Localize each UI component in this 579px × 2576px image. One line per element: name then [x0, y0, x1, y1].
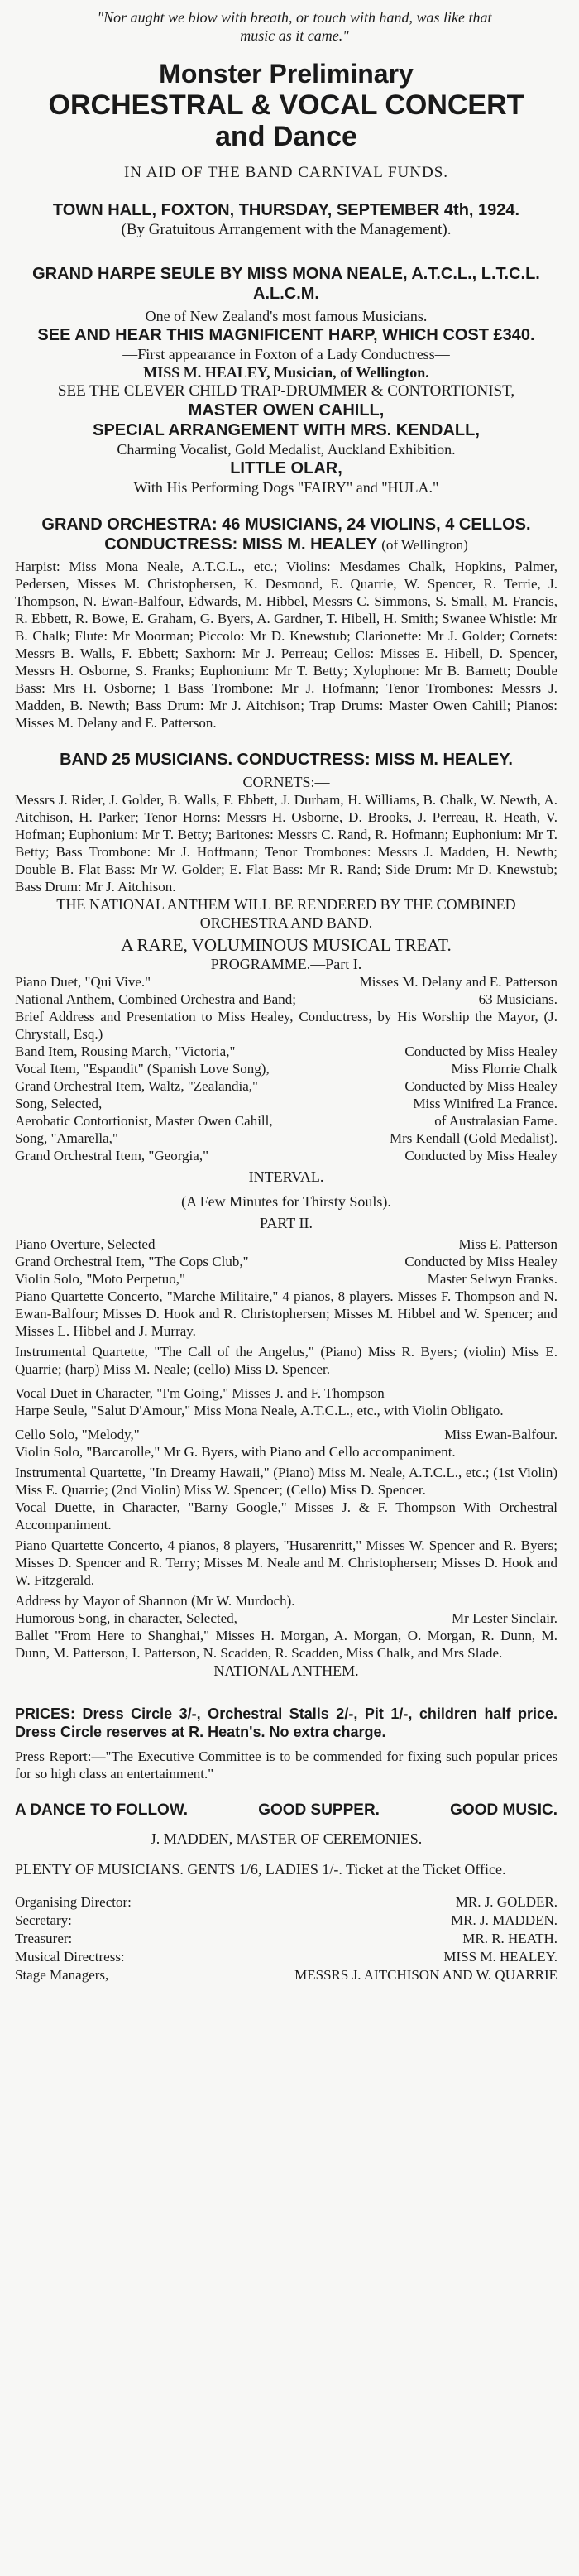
part1b-performer: Conducted by Miss Healey [404, 1043, 557, 1059]
officer-name: MR. J. GOLDER. [455, 1893, 557, 1910]
part1b-row [15, 1147, 557, 1164]
orchestra-conductress: CONDUCTRESS: MISS M. HEALEY [104, 535, 378, 554]
programme-part1-list [15, 973, 557, 1008]
part1b-item: Grand Orchestral Item, "Georgia," [15, 1147, 209, 1163]
address-mayor: Address by Mayor of Shannon (Mr W. Murdoch). [15, 1592, 295, 1609]
orchestra-heading: GRAND ORCHESTRA: 46 MUSICIANS, 24 VIOLINS, 4 CELLOS. [41, 515, 531, 534]
part1b-performer: Conducted by Miss Healey [404, 1077, 557, 1094]
dogs-note: With His Performing Dogs "FAIRY" and "HULA." [133, 478, 439, 496]
venue-line: TOWN HALL, FOXTON, THURSDAY, SEPTEMBER 4th, 1924. [52, 200, 520, 219]
ballet: Ballet "From Here to Shanghai," Misses H. Morgan, A. Morgan, O. Morgan, R. Dunn, M. Dunn, M. Patterson, I. Patterson, N. Scadden, R. Scadden, Miss Chalk, and Mrs Slade. [15, 1627, 557, 1661]
instrumental-quartette-1: Instrumental Quartette, "The Call of the Angelus," (Piano) Miss R. Byers; (violin) Miss E. Quarrie; (harp) Miss M. Neale; (cello) Miss D. Spencer. [15, 1343, 557, 1377]
good-music: GOOD MUSIC. [450, 1801, 557, 1819]
cornets-label: CORNETS:— [242, 773, 330, 790]
officer-row [15, 1912, 557, 1930]
title-line-2: ORCHESTRAL & VOCAL CONCERT [48, 89, 524, 121]
orchestra-conductress-note: (of Wellington) [381, 536, 468, 553]
part2-row [15, 1235, 557, 1253]
officer-row [15, 1948, 557, 1966]
officer-role: Secretary: [15, 1912, 72, 1928]
first-appearance: —First appearance in Foxton of a Lady Conductress— [122, 345, 450, 362]
officer-role: Stage Managers, [15, 1966, 109, 1983]
part1b-item: Grand Orchestral Item, Waltz, "Zealandia," [15, 1077, 258, 1094]
part1b-performer: Miss Florrie Chalk [451, 1060, 557, 1077]
cello-solo-performer: Miss Ewan-Balfour. [444, 1426, 557, 1442]
band-heading: BAND 25 MUSICIANS. CONDUCTRESS: MISS M. HEALEY. [60, 750, 513, 769]
officer-row [15, 1930, 557, 1948]
dance-line [15, 1801, 557, 1820]
kendall-note: Charming Vocalist, Gold Medalist, Auckland Exhibition. [117, 440, 456, 458]
officer-row [15, 1966, 557, 1984]
part1b-item: Song, "Amarella," [15, 1130, 118, 1146]
officer-role: Musical Directress: [15, 1948, 125, 1964]
epigraph: "Nor aught we blow with breath, or touch with hand, was like that music as it came." [97, 9, 492, 44]
prices: PRICES: Dress Circle 3/-, Orchestral Stalls 2/-, Pit 1/-, children half price. Dress Circle reserves at R. Heatn's. No extra charge. [15, 1705, 557, 1740]
harpe-note: One of New Zealand's most famous Musicians. [145, 307, 428, 324]
band-members: Messrs J. Rider, J. Golder, B. Walls, F. Ebbett, J. Durham, H. Williams, B. Chalk, W. Newth, A. Aitchison, H. Parker; Tenor Horns: Messrs H. Osborne, D. Brooks, J. Perreau, R. Heath, V. Hofman; Euphonium: Mr T. Betty; Baritones: Messrs C. Rand, R. Hofmann; Euphonium: Mr T. Betty; Bass Trombone: Mr J. Hoffmann; Tenor Trombones: Messrs J. Madden, H. Newth; Double B. Flat Bass: Mr W. Golder; E. Flat Bass: Mr R. Rand; Side Drum: Mr D. Knewstub; Bass Drum: Mr J. Aitchison. [15, 791, 557, 895]
special-arrangement: SPECIAL ARRANGEMENT WITH MRS. KENDALL, [93, 420, 480, 439]
harpe-heading: GRAND HARPE SEULE BY MISS MONA NEALE, A.T.C.L., L.T.C.L. A.L.C.M. [32, 264, 540, 303]
harpe-seule: Harpe Seule, "Salut D'Amour," Miss Mona Neale, A.T.C.L., etc., with Violin Obligato. [15, 1402, 504, 1418]
part1-item: Piano Duet, "Qui Vive." [15, 973, 151, 990]
part1-item: National Anthem, Combined Orchestra and Band; [15, 991, 296, 1007]
part1-performer: Misses M. Delany and E. Patterson [359, 973, 557, 990]
interval-note: (A Few Minutes for Thirsty Souls). [181, 1192, 391, 1210]
rare-treat: A RARE, VOLUMINOUS MUSICAL TREAT. [121, 934, 452, 955]
part2-performer: Conducted by Miss Healey [404, 1253, 557, 1269]
officer-row [15, 1893, 557, 1912]
orchestra-members: Harpist: Miss Mona Neale, A.T.C.L., etc.; Violins: Mesdames Chalk, Hopkins, Palmer, Pedersen, Misses M. Christophersen, K. Desmond, E. Quarrie, W. Spencer, R. Terrie, J. Thompson, N. Ewan-Balfour, Edwards, M. Hibbel, Messrs C. Simmons, S. Small, M. Francis, R. Ebbett, R. Bowe, E. Graham, G. Byers, A. Gardner, T. Hibell, H. Smith; Swanee Whistle: Mr B. Chalk; Flute: Mr Moorman; Piccolo: Mr D. Knewstub; Clarionette: Mr J. Golder; Cornets: Messrs B. Walls, F. Ebbett; Saxhorn: Mr J. Perreau; Cellos: Misses E. Hibell, D. Spencer, Messrs H. Osborne, S. Franks; Euphonium: Mr T. Betty; Xylophone: Mr B. Barnett; Double Bass: Mrs H. Osborne; 1 Bass Trombone: Mr J. Hofmann; Tenor Trombones: Messrs J. Madden, B. Newth; Bass Drum: Mr J. Aitchison; Trap Drums: Master Owen Cahill; Pianos: Misses M. Delany and E. Patterson. [15, 558, 557, 731]
master-ceremonies: J. MADDEN, MASTER OF CEREMONIES. [150, 1830, 423, 1847]
part1b-item: Band Item, Rousing March, "Victoria," [15, 1043, 236, 1059]
in-aid-line: IN AID OF THE BAND CARNIVAL FUNDS. [123, 163, 449, 181]
vocal-duette: Vocal Duette, in Character, "Barny Google," Misses J. & F. Thompson With Orchestral Accompaniment. [15, 1499, 557, 1533]
officer-name: MESSRS J. AITCHISON AND W. QUARRIE [294, 1966, 557, 1983]
part2-item: Grand Orchestral Item, "The Cops Club," [15, 1253, 249, 1269]
officer-name: MR. R. HEATH. [462, 1930, 557, 1946]
national-anthem: NATIONAL ANTHEM. [213, 1662, 359, 1679]
part1b-row [15, 1130, 557, 1147]
good-supper: GOOD SUPPER. [258, 1801, 380, 1819]
part1b-row [15, 1077, 557, 1095]
venue-note: (By Gratuitous Arrangement with the Management). [121, 220, 452, 238]
piano-quartette-2: Piano Quartette Concerto, 4 pianos, 8 players, "Husarenritt," Misses W. Spencer and R. Byers; Misses D. Spencer and R. Terry; Misses M. Neale and M. Christophersen; Misses D. Hook and W. Fitzgerald. [15, 1537, 557, 1588]
part1-row [15, 991, 557, 1008]
part2-label: PART II. [260, 1214, 313, 1231]
humorous-song-performer: Mr Lester Sinclair. [452, 1609, 557, 1626]
officer-role: Organising Director: [15, 1893, 132, 1910]
piano-quartette-1: Piano Quartette Concerto, "Marche Militaire," 4 pianos, 8 players. Misses F. Thompson and N. Ewan-Balfour; Misses D. Hook and R. Christophersen; Misses M. Hibbel and W. Spencer; and Misses L. Hibbel and J. Murray. [15, 1288, 557, 1339]
part1b-performer: of Australasian Fame. [434, 1112, 557, 1129]
part1b-row [15, 1112, 557, 1130]
vocal-duet: Vocal Duet in Character, "I'm Going," Misses J. and F. Thompson [15, 1384, 385, 1401]
part2-row [15, 1270, 557, 1288]
harp-heading: SEE AND HEAR THIS MAGNIFICENT HARP, WHICH COST £340. [37, 325, 535, 344]
programme-part2-list [15, 1235, 557, 1288]
dance-follow: A DANCE TO FOLLOW. [15, 1801, 188, 1819]
instrumental-quartette-2: Instrumental Quartette, "In Dreamy Hawaii," (Piano) Miss M. Neale, A.T.C.L., etc.; (1st Violin) Miss E. Quarrie; (2nd Violin) Miss W. Spencer; (Cello) Miss D. Spencer. [15, 1464, 557, 1498]
programme-part1: PROGRAMME.—Part I. [210, 955, 362, 972]
owen-cahill: MASTER OWEN CAHILL, [188, 401, 385, 420]
part1b-row [15, 1095, 557, 1112]
part1b-item: Song, Selected, [15, 1095, 103, 1111]
healey-line: MISS M. HEALEY, Musician, of Wellington. [143, 363, 429, 381]
humorous-song [15, 1609, 557, 1627]
programme-part1b-list [15, 1043, 557, 1164]
part1-performer: 63 Musicians. [478, 991, 557, 1007]
part2-performer: Miss E. Patterson [458, 1235, 557, 1252]
little-olar: LITTLE OLAR, [230, 458, 342, 477]
part1b-row [15, 1060, 557, 1077]
part1b-row [15, 1043, 557, 1060]
interval: INTERVAL. [248, 1168, 324, 1185]
part2-row [15, 1253, 557, 1270]
anthem-line: THE NATIONAL ANTHEM WILL BE RENDERED BY THE COMBINED ORCHESTRA AND BAND. [56, 895, 516, 931]
humorous-song-title: Humorous Song, in character, Selected, [15, 1609, 237, 1626]
officer-name: MISS M. HEALEY. [443, 1948, 557, 1964]
part1b-performer: Conducted by Miss Healey [404, 1147, 557, 1163]
part1-row [15, 973, 557, 991]
address-presentation: Brief Address and Presentation to Miss Healey, Conductress, by His Worship the Mayor, (J. Chrystall, Esq.) [15, 1008, 557, 1042]
officers-list [15, 1893, 557, 1984]
cello-solo [15, 1426, 557, 1443]
violin-solo: Violin Solo, "Barcarolle," Mr G. Byers, with Piano and Cello accompaniment. [15, 1443, 456, 1460]
part1b-performer: Mrs Kendall (Gold Medalist). [389, 1130, 557, 1146]
plenty-line: PLENTY OF MUSICIANS. GENTS 1/6, LADIES 1/-. Ticket at the Ticket Office. [15, 1860, 506, 1878]
clever-child-line: SEE THE CLEVER CHILD TRAP-DRUMMER & CONTORTIONIST, [57, 381, 515, 400]
part2-item: Violin Solo, "Moto Perpetuo," [15, 1270, 186, 1287]
title-line-1: Monster Preliminary [159, 59, 414, 89]
title-line-3: and Dance [215, 120, 357, 152]
press-report: Press Report:—"The Executive Committee is to be commended for fixing such popular prices for so high class an entertainment." [15, 1748, 557, 1782]
officer-name: MR. J. MADDEN. [451, 1912, 557, 1928]
part1b-performer: Miss Winifred La France. [413, 1095, 557, 1111]
officer-role: Treasurer: [15, 1930, 73, 1946]
part2-performer: Master Selwyn Franks. [427, 1270, 557, 1287]
part1b-item: Aerobatic Contortionist, Master Owen Cahill, [15, 1112, 273, 1129]
part1b-item: Vocal Item, "Espandit" (Spanish Love Song), [15, 1060, 270, 1077]
cello-solo-title: Cello Solo, "Melody," [15, 1426, 140, 1442]
part2-item: Piano Overture, Selected [15, 1235, 156, 1252]
